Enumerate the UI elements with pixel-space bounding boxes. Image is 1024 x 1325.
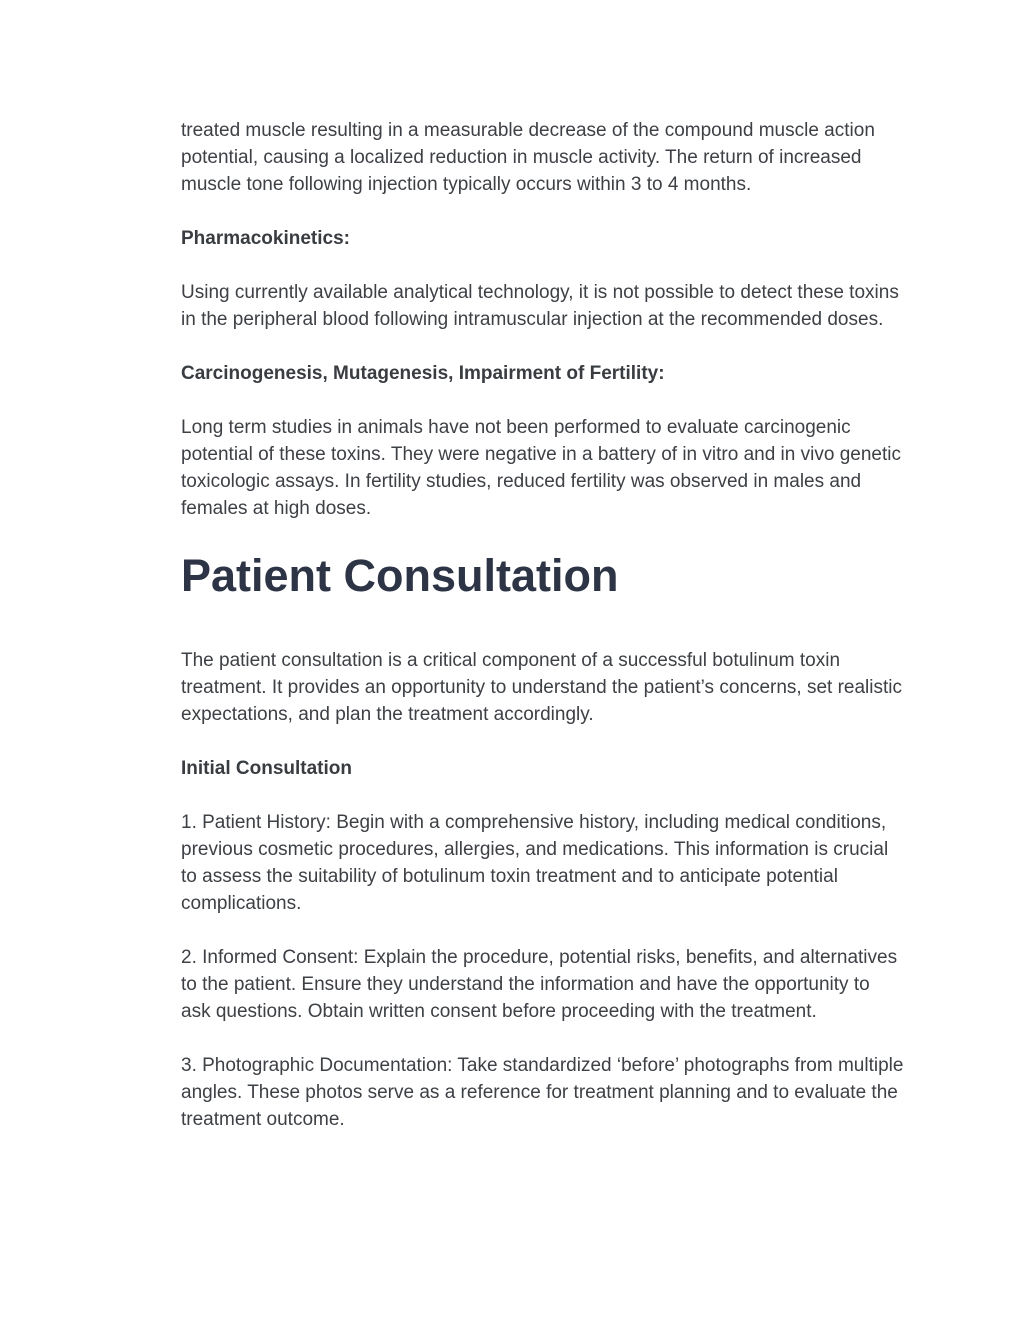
heading-initial-consultation: Initial Consultation bbox=[181, 758, 352, 779]
paragraph-consultation-intro: The patient consultation is a critical component of a successful botulinum toxin treatment. It provides an opportunity to understand the patient’s concerns, set realistic expectations, and plan the treatment accordingly. bbox=[181, 650, 902, 725]
paragraph-pharmacokinetics: Using currently available analytical technology, it is not possible to detect these toxins in the peripheral blood following intramuscular injection at the recommended doses. bbox=[181, 282, 899, 330]
list-item-patient-history: 1. Patient History: Begin with a comprehensive history, including medical conditions, previous cosmetic procedures, allergies, and medications. This information is crucial to assess the suitability of botulinum toxin treatment and to anticipate potential complications. bbox=[181, 812, 889, 914]
page-title-patient-consultation: Patient Consultation bbox=[181, 550, 619, 601]
paragraph-carcinogenesis-studies: Long term studies in animals have not been performed to evaluate carcinogenic potential of these toxins. They were negative in a battery of in vitro and in vivo genetic toxicologic assays. In fertility studies, reduced fertility was observed in males and females at high doses. bbox=[181, 417, 901, 519]
heading-carcinogenesis-mutagenesis-fertility: Carcinogenesis, Mutagenesis, Impairment of Fertility: bbox=[181, 363, 665, 384]
paragraph-muscle-effect: treated muscle resulting in a measurable decrease of the compound muscle action potential, causing a localized reduction in muscle activity. The return of increased muscle tone following injection typically occurs within 3 to 4 months. bbox=[181, 120, 875, 195]
document-content bbox=[181, 117, 904, 1133]
heading-pharmacokinetics: Pharmacokinetics: bbox=[181, 228, 350, 249]
list-item-informed-consent: 2. Informed Consent: Explain the procedure, potential risks, benefits, and alternatives to the patient. Ensure they understand the information and have the opportunity to ask questions. Obtain written consent before proceeding with the treatment. bbox=[181, 947, 898, 1022]
list-item-photographic-documentation: 3. Photographic Documentation: Take standardized ‘before’ photographs from multiple angles. These photos serve as a reference for treatment planning and to evaluate the treatment outcome. bbox=[181, 1055, 904, 1130]
